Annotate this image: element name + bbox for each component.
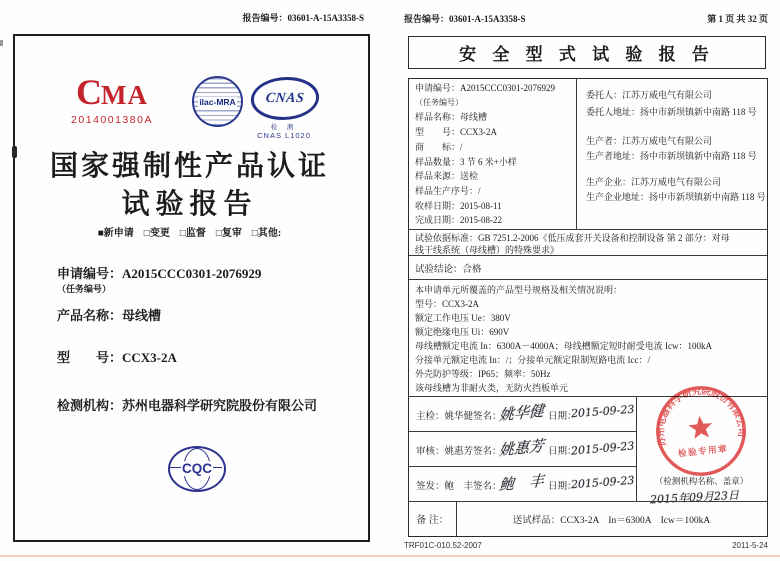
standard-line: 试验依据标准：GB 7251.2-2006《低压成套开关设备和控制设备 第 2 部分：对母 [415,233,730,243]
model-label: 型 号： [57,350,123,365]
table-rule [409,229,767,230]
cnas-oval-icon [249,77,322,120]
handwritten-signature: 鲍 丰 [498,471,545,495]
handwritten-date: 2015-09-23 [570,473,635,492]
report-number-label: 报告编号： [242,13,288,23]
cnas-sub2: CNAS L1020 [257,131,311,140]
sign-label: 签名： [473,447,502,457]
form-code: TRF01C-010.52-2007 [404,541,482,550]
info-line: 商 标：/ [415,141,463,152]
form-date: 2011-5-24 [732,541,768,550]
role-and-name: 主检：姚华健 [416,412,474,422]
application-no-label: 申请编号： [57,266,123,281]
info-line: 申请编号：A2015CCC0301-2076929 [415,83,556,93]
handwritten-signature: 姚华健 [498,401,545,425]
reviewer-row [409,431,636,466]
info-line: 样品生产序号：/ [415,185,481,196]
info-line: 委托人地址：扬中市新坝镇新中南路 118 号 [586,107,757,117]
seal-star-icon [688,414,714,439]
cover-title-line2: 试验报告 [121,189,258,220]
report-number-label: 报告编号： [404,14,450,24]
report-number-line [404,12,526,25]
test-standard-row [415,233,763,256]
page-indicator: 第 1 页 共 32 页 [707,14,768,24]
scan-edge-line [0,555,780,557]
red-seal-stamp-icon [648,378,754,484]
info-line: 样品来源：送检 [415,171,479,182]
remark-label-cell: 备 注： [416,515,449,526]
info-line: 委托人：江苏万威电气有限公司 [586,90,713,100]
standard-line: 线干线系统（母线槽）的特殊要求》 [415,244,560,255]
test-agency-value: 苏州电器科学研究院股份有限公司 [122,398,318,413]
seal-center-label: 检验专用章 [677,443,729,459]
report-table [408,78,768,537]
coverage-line: 额定绝缘电压 Ui：690V [415,327,510,337]
info-line: 样品数量：3 节 6 米+小样 [415,156,517,167]
model-value: CCX3-2A [122,350,177,365]
scan-artifact [0,40,3,46]
coverage-block [415,283,763,395]
cnas-logo [251,77,317,140]
coverage-line: 本申请单元所覆盖的产品型号规格及相关情况说明： [415,285,623,295]
seal-ring-text: 苏州电器科学研究院股份有限公司 [655,385,747,448]
info-line: 生产者地址：扬中市新坝镇新中南路 118 号 [586,151,757,161]
sign-label: 签名： [473,482,502,492]
report-number-value: 03601-A-15A3358-S [287,13,364,23]
date-label: 日期： [548,412,577,422]
handwritten-signature: 姚惠芳 [498,436,545,460]
cma-mark-icon: CMA [76,72,148,112]
coverage-line: 额定工作电压 Ue：380V [415,313,511,323]
application-no-field [57,263,261,282]
role-and-name: 审核：姚惠芳 [416,447,474,457]
coverage-line: 型号：CCX3-2A [415,299,480,309]
info-line: 生产企业：江苏万威电气有限公司 [586,177,722,187]
application-no-value: A2015CCC0301-2076929 [122,266,262,281]
test-conclusion-row: 试验结论：合格 [415,265,482,275]
info-line: 生产企业地址：扬中市新坝镇新中南路 118 号 [586,192,766,202]
svg-text:苏州电器科学研究院股份有限公司 [650,381,749,448]
cma-number: 2014001380A [71,114,153,126]
sign-label: 签名： [473,412,502,422]
report-number-line [150,11,364,24]
product-name-label: 产品名称： [57,308,123,323]
date-label: 日期： [548,447,577,457]
stamp-caption: （检测机构名称、盖章） [654,476,749,486]
cma-logo [62,74,162,126]
handwritten-stamp-date: 2015年09月23日 [649,488,740,507]
product-name-value: 母线槽 [122,308,162,323]
table-rule [576,79,577,229]
approver-row [409,466,636,501]
report-number-value: 03601-A-15A3358-S [449,14,526,24]
coverage-line: 外壳防护等级：IP65；频率：50Hz [415,369,551,379]
cnas-sub1: 检 测 [270,124,298,131]
info-line: 完成日期：2015-08-22 [415,215,502,226]
cover-title-line1: 国家强制性产品认证 [49,151,329,182]
product-name-field [57,305,161,324]
info-line: 样品名称：母线槽 [415,112,488,123]
cqc-label: CQC [182,461,212,477]
chief-inspector-row [409,396,636,431]
application-type-checkboxes: ■新申请 □变更 □监督 □复审 □其他: [97,228,282,239]
report-page [390,0,780,561]
test-agency-field [57,395,317,414]
role-and-name: 签发：鲍 丰 [416,482,474,492]
handwritten-date: 2015-09-23 [570,439,635,458]
sample-info-block [415,81,573,228]
coverage-line: 母线槽额定电流 In：6300A－4000A；母线槽额定短时耐受电流 Icw：100kA [415,341,712,351]
coverage-line: 该母线槽为非耐火类，无防火挡板单元 [415,383,569,393]
info-line: 收样日期：2015-08-11 [415,200,502,211]
date-label: 日期： [548,482,577,492]
info-line: 生产者：江苏万威电气有限公司 [586,136,713,146]
info-line: 型 号：CCX3-2A [415,127,498,138]
coverage-line: 分接单元额定电流 In：/；分接单元额定限制短路电流 Icc：/ [415,355,650,365]
table-rule [409,279,767,280]
ilac-mra-icon [192,76,243,127]
cqc-logo-icon [168,446,226,492]
page-title: 安 全 型 式 试 验 报 告 [459,45,715,64]
cnas-label: CNAS [264,90,306,106]
model-field [57,347,177,366]
handwritten-date: 2015-09-23 [570,402,635,421]
task-no-sublabel: （任务编号） [57,284,112,294]
remark-value-cell: 送试样品：CCX3-2A In＝6300A Icw＝100kA [512,515,711,526]
test-agency-label: 检测机构： [57,398,123,413]
ilac-mra-label: ilac-MRA [199,96,236,107]
info-line: （任务编号） [415,97,463,107]
